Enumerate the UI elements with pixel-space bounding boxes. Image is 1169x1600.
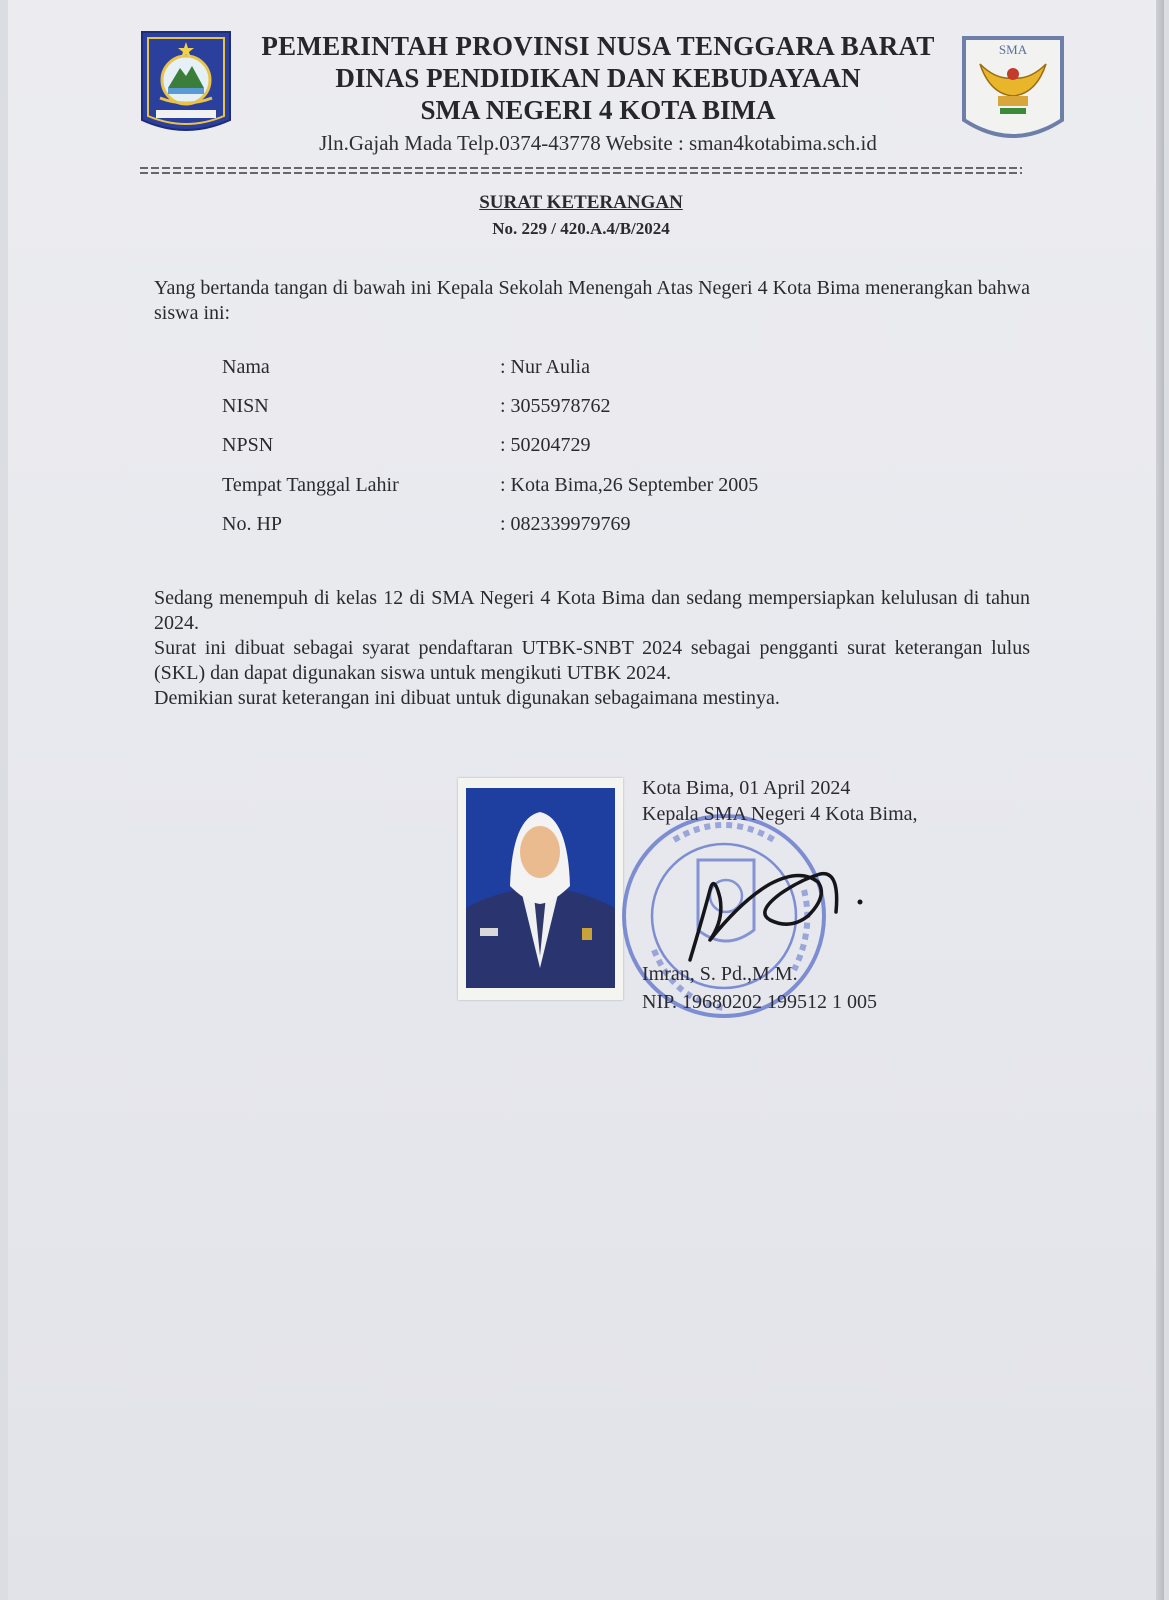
field-value: : 3055978762 <box>500 395 611 417</box>
field-label: Nama <box>222 356 270 378</box>
field-label: Tempat Tanggal Lahir <box>222 474 399 496</box>
field-value: : Kota Bima,26 September 2005 <box>500 474 759 496</box>
letterhead-separator <box>140 164 1022 178</box>
letterhead-address: Jln.Gajah Mada Telp.0374-43778 Website : sman4kotabima.sch.id <box>319 131 877 155</box>
student-photo <box>458 778 623 1000</box>
handwritten-signature <box>680 860 880 970</box>
field-label: NPSN <box>222 434 274 456</box>
signatory-nip: NIP. 19680202 199512 1 005 <box>642 991 878 1013</box>
field-value: : 082339979769 <box>500 513 631 535</box>
field-value: : Nur Aulia <box>500 356 590 378</box>
school-emblem-text: SMA <box>998 42 1028 57</box>
body-paragraph: Demikian surat keterangan ini dibuat untuk digunakan sebagaimana mestinya. <box>154 687 780 709</box>
school-eagle-emblem-icon <box>960 34 1066 152</box>
field-label: NISN <box>222 395 269 417</box>
body-paragraph: Sedang menempuh di kelas 12 di SMA Negeri 4 Kota Bima dan sedang mempersiapkan kelulusan di tahun 2024. <box>154 587 1030 634</box>
body-paragraph: Surat ini dibuat sebagai syarat pendaftaran UTBK-SNBT 2024 sebagai pengganti surat keterangan lulus (SKL) dan dapat digunakan siswa untuk mengikuti UTBK 2024. <box>154 637 1030 684</box>
document-title: SURAT KETERANGAN <box>479 192 683 213</box>
ntb-province-emblem-icon <box>138 28 234 140</box>
body-paragraphs <box>154 586 1030 711</box>
signatory-name: Imran, S. Pd.,M.M. <box>642 963 798 985</box>
letterhead-agency: DINAS PENDIDIKAN DAN KEBUDAYAAN <box>335 63 861 93</box>
letterhead-school: SMA NEGERI 4 KOTA BIMA <box>420 95 776 125</box>
letterhead <box>238 30 958 158</box>
field-label: No. HP <box>222 513 283 535</box>
letter-page <box>8 0 1164 1600</box>
intro-paragraph: Yang bertanda tangan di bawah ini Kepala Sekolah Menengah Atas Negeri 4 Kota Bima menerangkan bahwa siswa ini: <box>154 277 1030 324</box>
field-value: : 50204729 <box>500 434 591 456</box>
paper-edge <box>1156 0 1164 1600</box>
signatory-position: Kepala SMA Negeri 4 Kota Bima, <box>642 803 918 825</box>
signature-block <box>642 775 918 1013</box>
document-title-block <box>140 190 1022 242</box>
letterhead-government: PEMERINTAH PROVINSI NUSA TENGGARA BARAT <box>261 31 935 61</box>
document-number: No. 229 / 420.A.4/B/2024 <box>492 219 670 238</box>
place-date: Kota Bima, 01 April 2024 <box>642 777 851 799</box>
